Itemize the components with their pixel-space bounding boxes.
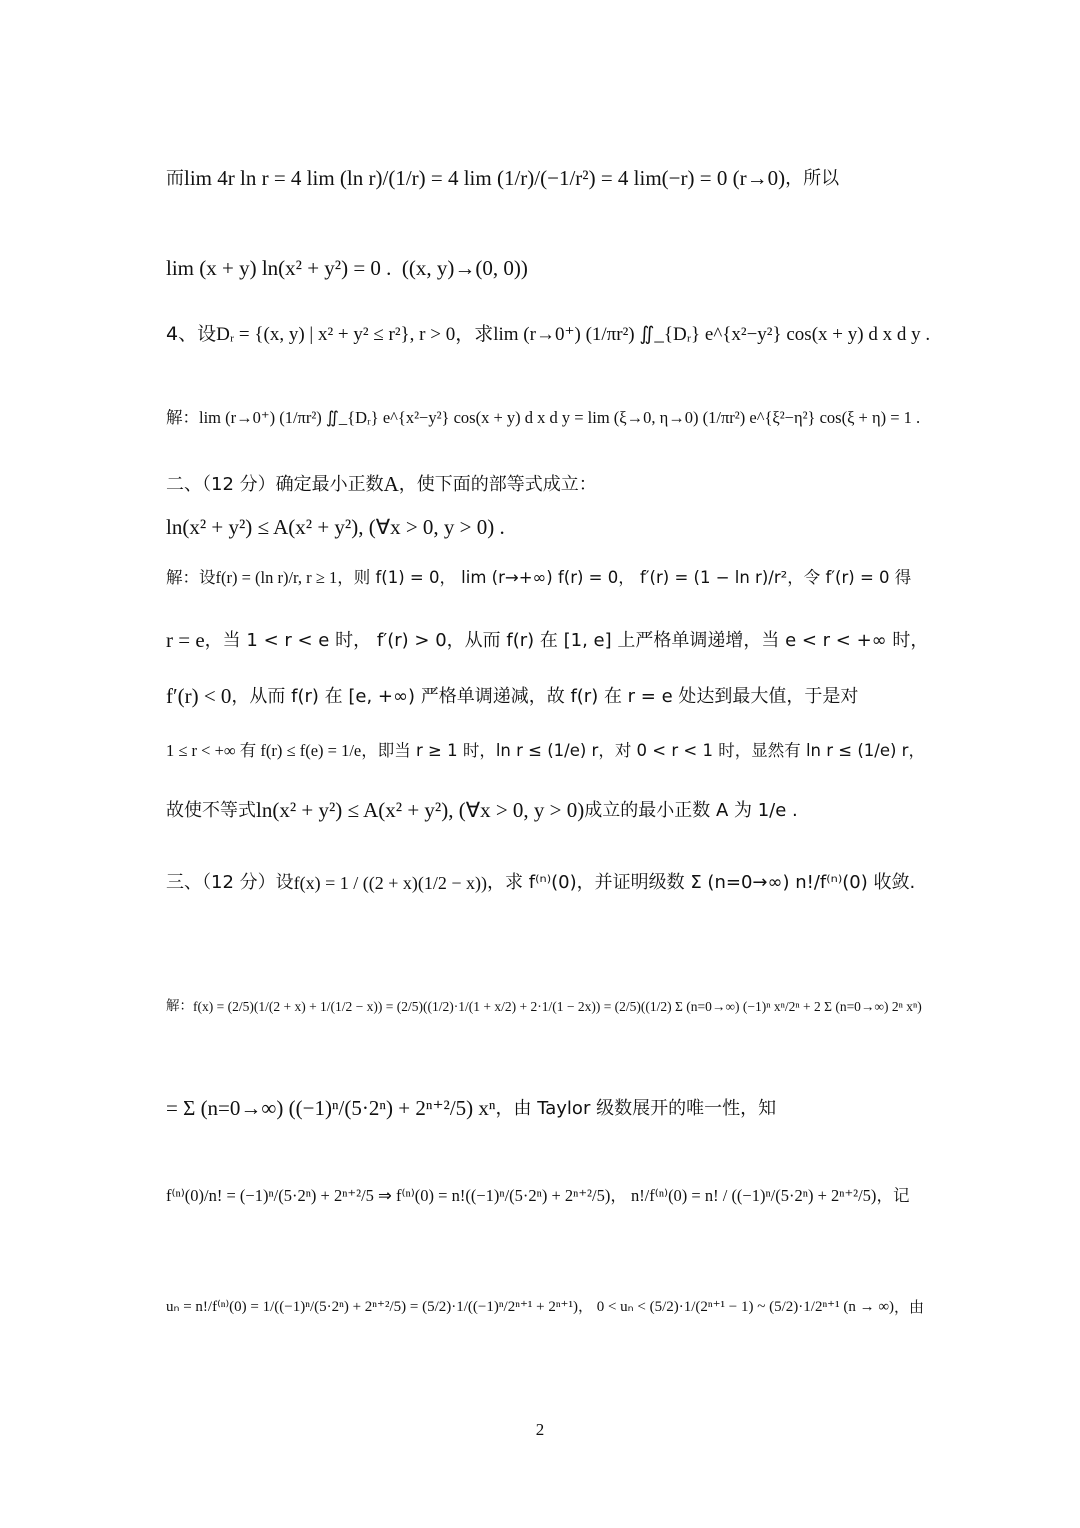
text-line <box>166 410 930 427</box>
text-line <box>166 874 930 892</box>
formula: f(x) = (2/5)(1/(2 + x) + 1/(1/2 − x)) = (2/5)((1/2)·1/(1 + x/2) + 2·1/(1 − 2x)) = (2/5)((1/2) Σ (n=0→∞) (−1)ⁿ xⁿ/2ⁿ + 2 Σ (n=0→∞) 2ⁿ xⁿ) <box>193 999 922 1014</box>
line-suffix: ，由 <box>894 1298 925 1316</box>
formula: A <box>383 472 399 496</box>
text-line <box>166 1300 930 1315</box>
formula: lim (x + y) ln(x² + y²) = 0 . ((x, y)→(0, 0)) <box>166 256 528 280</box>
text-line <box>166 570 930 587</box>
line-suffix: ，所以 <box>785 167 840 189</box>
formula: ln(x² + y²) ≤ A(x² + y²), (∀x > 0, y > 0) <box>256 798 585 822</box>
formula: uₙ = n!/f⁽ⁿ⁾(0) = 1/((−1)ⁿ/(5·2ⁿ) + 2ⁿ⁺²/5) = (5/2)·1/((−1)ⁿ/2ⁿ⁺¹ + 2ⁿ⁺¹)， 0 < uₙ < (5/2)·1/(2ⁿ⁺¹ − 1) ~ (5/2)·1/2ⁿ⁺¹ (n → ∞) <box>166 1299 895 1315</box>
formula: f⁽ⁿ⁾(0)/n! = (−1)ⁿ/(5·2ⁿ) + 2ⁿ⁺²/5 ⇒ f⁽ⁿ⁾(0) = n!((−1)ⁿ/(5·2ⁿ) + 2ⁿ⁺²/5)， n!/f⁽ⁿ⁾(0) = n! / ((−1)ⁿ/(5·2ⁿ) + 2ⁿ⁺²/5) <box>166 1186 877 1205</box>
text-line <box>166 258 930 279</box>
formula: f′(r) < 0 <box>166 684 232 708</box>
text-line <box>166 630 930 651</box>
text-line <box>166 686 930 707</box>
line-suffix: ，即当 r ≥ 1 时，ln r ≤ (1/e) r，对 0 < r < 1 时，显然有 ln r ≤ (1/e) r， <box>361 741 925 760</box>
line-prefix: 三、（12 分）设 <box>166 872 294 893</box>
line-suffix: 成立的最小正数 A 为 1/e . <box>584 799 798 821</box>
line-prefix: 解：设 <box>166 568 216 587</box>
text-line <box>166 743 930 760</box>
text-line <box>166 1188 930 1205</box>
formula: 1 ≤ r < +∞ 有 f(r) ≤ f(e) = 1/e <box>166 741 362 760</box>
text-line <box>166 474 930 495</box>
line-suffix: ，则 f(1) = 0， lim (r→+∞) f(r) = 0， f′(r) = (1 − ln r)/r²，令 f′(r) = 0 得 <box>337 568 912 587</box>
line-suffix: ，由 Taylor 级数展开的唯一性，知 <box>495 1097 777 1119</box>
line-suffix: ，记 <box>876 1186 910 1205</box>
formula: lim 4r ln r = 4 lim (ln r)/(1/r) = 4 lim (1/r)/(−1/r²) = 4 lim(−r) = 0 (r→0) <box>184 166 786 190</box>
text-line <box>166 325 930 344</box>
formula: lim (r→0⁺) (1/πr²) ∬_{Dᵣ} e^{x²−y²} cos(x + y) d x d y . <box>493 324 931 345</box>
line-prefix: 二、（12 分）确定最小正数 <box>166 473 384 495</box>
line-prefix: 4、设 <box>166 323 217 345</box>
line-prefix: 而 <box>166 167 184 189</box>
line-suffix: ，从而 f(r) 在 [e, +∞) 严格单调递减，故 f(r) 在 r = e 处达到最大值，于是对 <box>231 685 859 707</box>
formula: r = e <box>166 628 205 652</box>
text-line <box>166 800 930 821</box>
page-number: 2 <box>535 1420 545 1439</box>
formula: Dᵣ = {(x, y) | x² + y² ≤ r²}, r > 0 <box>216 324 456 345</box>
text-line <box>166 1000 930 1014</box>
text-line <box>166 517 930 538</box>
line-suffix: ，求 <box>455 323 494 345</box>
line-prefix: 故使不等式 <box>166 799 256 821</box>
formula: f(r) = (ln r)/r, r ≥ 1 <box>215 568 338 587</box>
text-line <box>166 1098 930 1119</box>
line-suffix: ，求 f⁽ⁿ⁾(0)，并证明级数 Σ (n=0→∞) n!/f⁽ⁿ⁾(0) 收敛. <box>487 872 916 893</box>
line-suffix: ，当 1 < r < e 时， f′(r) > 0，从而 f(r) 在 [1, e] 上严格单调递增，当 e < r < +∞ 时， <box>204 629 929 651</box>
text-line <box>166 168 930 189</box>
line-prefix: 解： <box>166 998 193 1014</box>
line-suffix: ，使下面的部等式成立： <box>398 473 597 495</box>
formula: f(x) = 1 / ((2 + x)(1/2 − x)) <box>293 873 488 893</box>
formula: = Σ (n=0→∞) ((−1)ⁿ/(5·2ⁿ) + 2ⁿ⁺²/5) xⁿ <box>166 1096 496 1120</box>
line-prefix: 解： <box>166 408 199 427</box>
formula: lim (r→0⁺) (1/πr²) ∬_{Dᵣ} e^{x²−y²} cos(x + y) d x d y = lim (ξ→0, η→0) (1/πr²) e^{ξ²−η²} cos(ξ + η) = 1 . <box>199 408 921 427</box>
formula: ln(x² + y²) ≤ A(x² + y²), (∀x > 0, y > 0) . <box>166 515 505 539</box>
